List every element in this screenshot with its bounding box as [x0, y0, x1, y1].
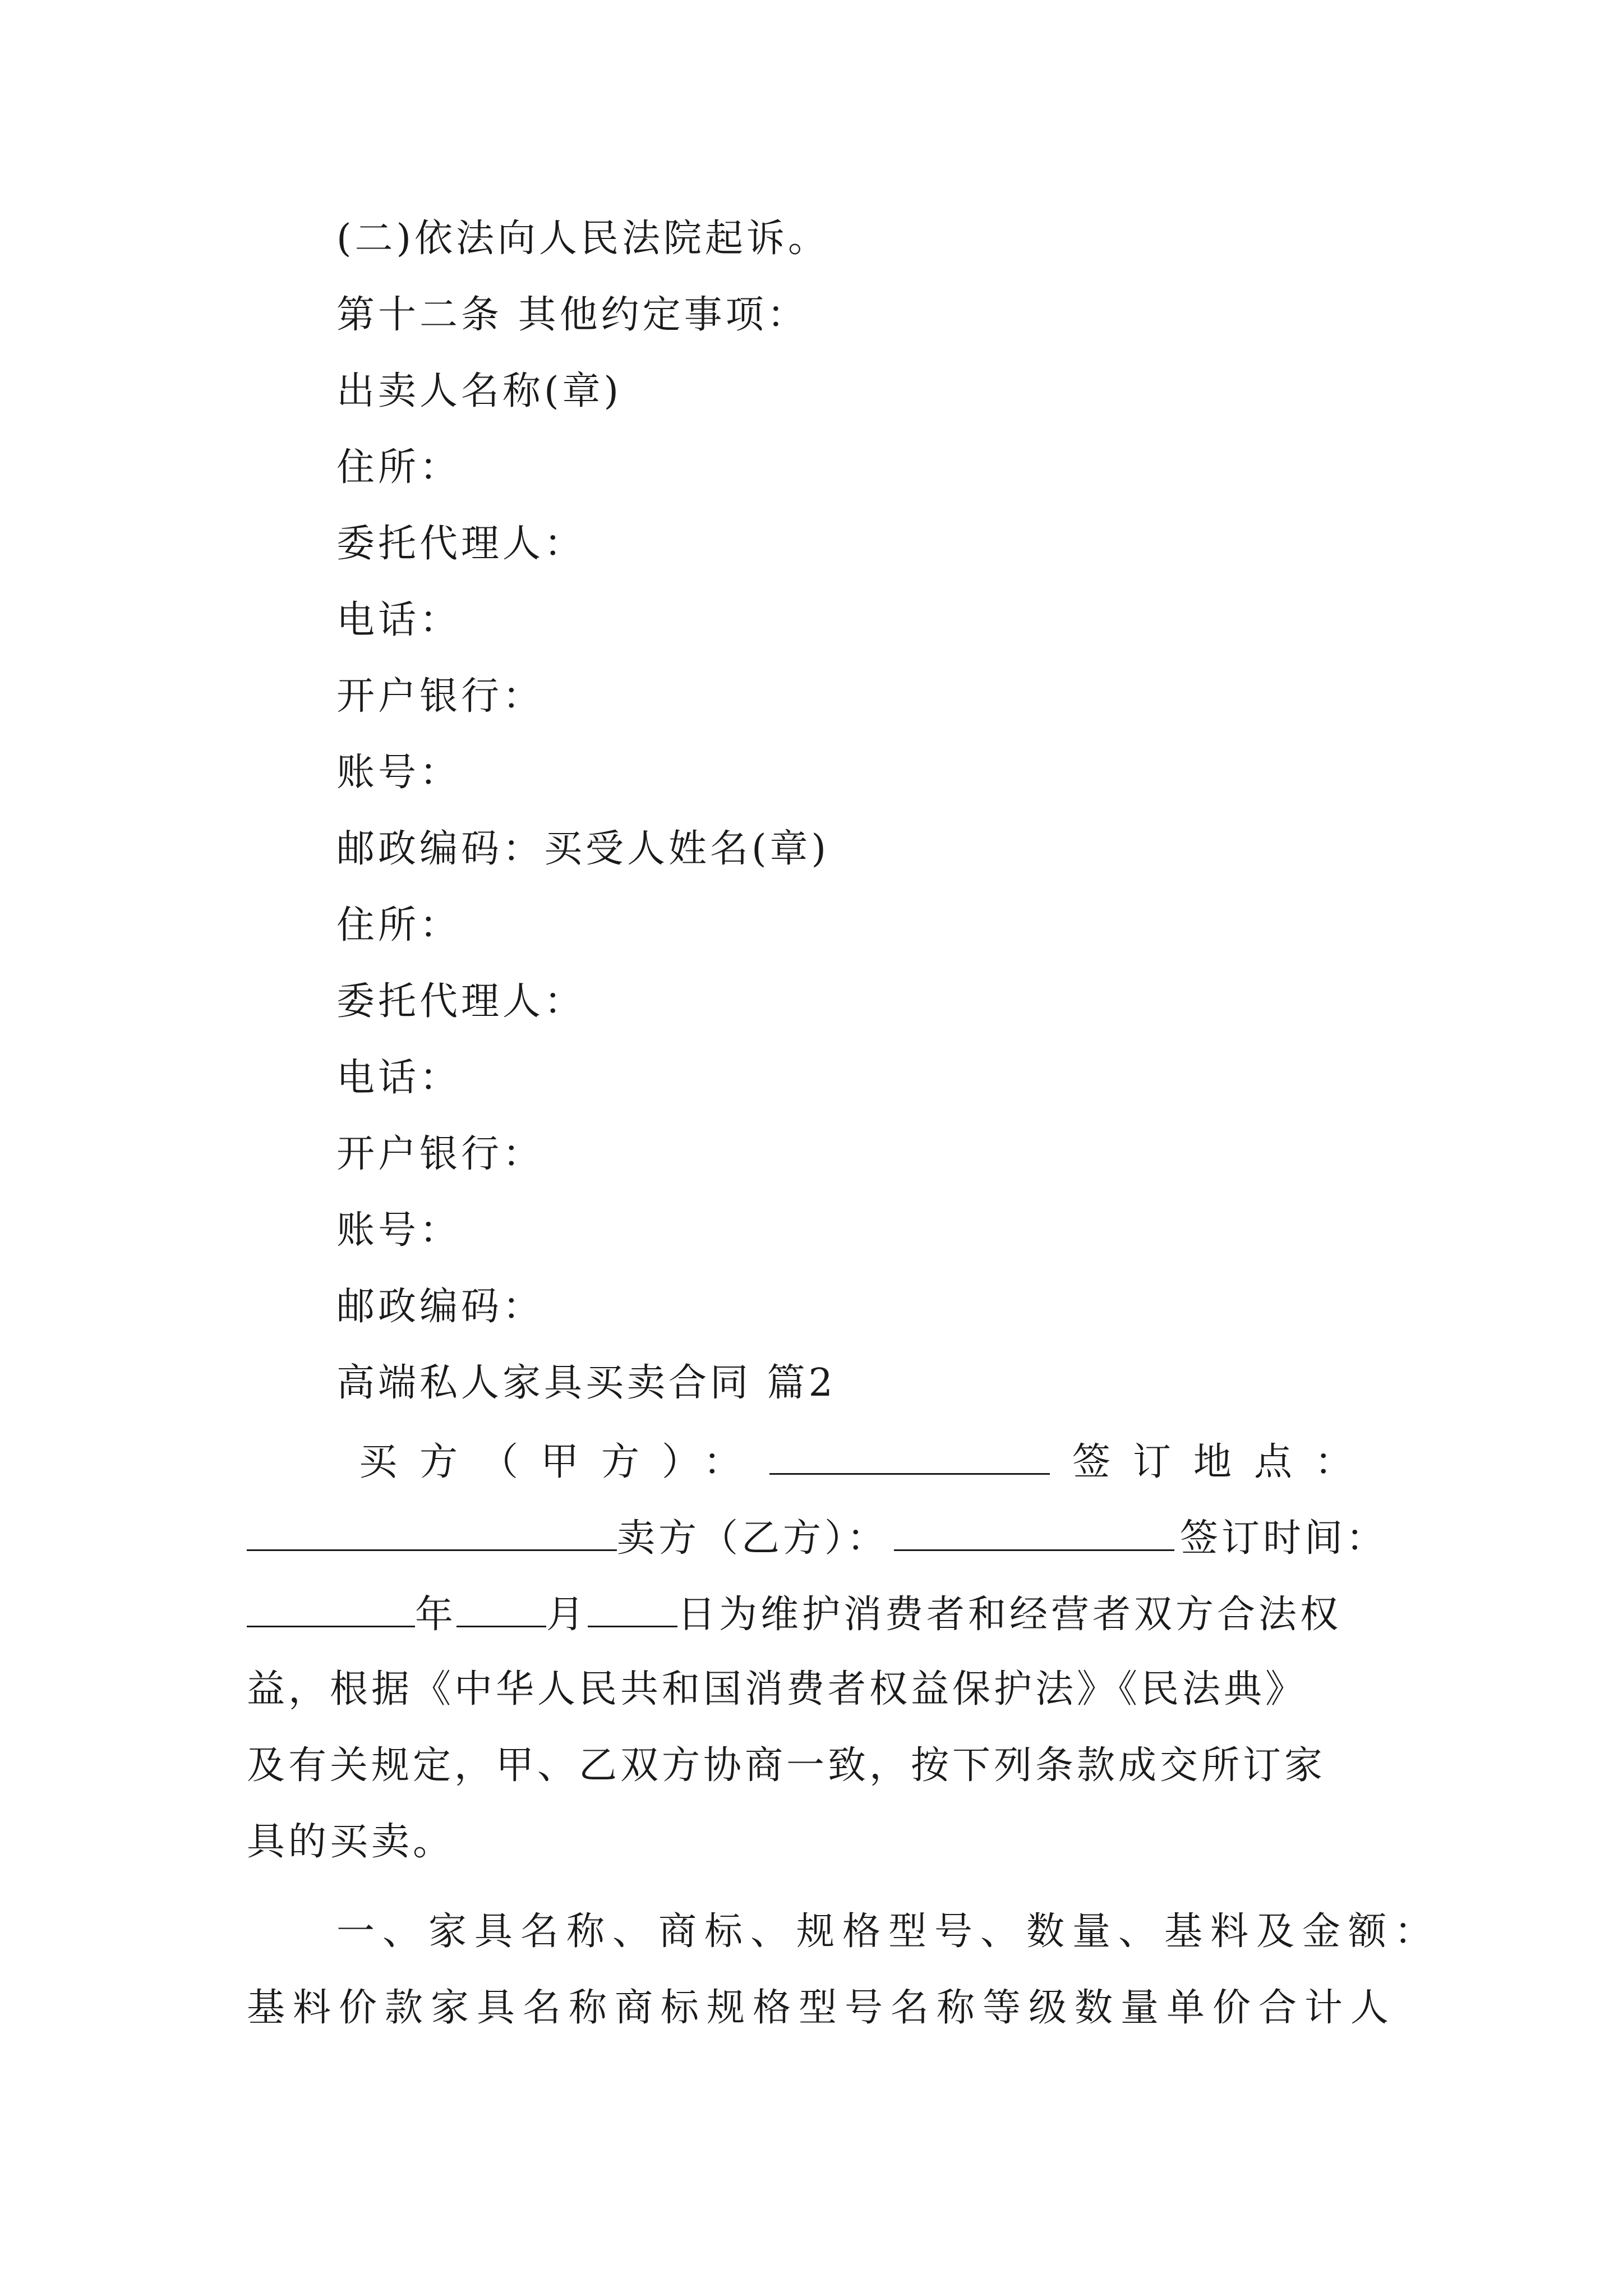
seller-phone-label: 电话： — [336, 598, 462, 642]
year-label: 年 — [415, 1593, 457, 1637]
seller-bank-label: 开户银行： — [336, 674, 545, 719]
sign-time-label: 签订时间： — [1180, 1516, 1388, 1561]
year-blank — [247, 1594, 415, 1627]
buyer-postcode-label: 邮政编码： — [336, 1285, 545, 1329]
month-blank — [457, 1594, 546, 1627]
month-label: 月 — [546, 1593, 588, 1637]
date-row — [247, 1593, 1402, 1637]
sign-place-blank — [247, 1518, 617, 1551]
day-text: 日为维护消费者和经营者双方合法权 — [677, 1593, 1342, 1637]
article-12-heading: 第十二条 其他约定事项： — [336, 293, 809, 337]
section-1-heading: 一、家具名称、商标、规格型号、数量、基料及金额： — [336, 1910, 1441, 1954]
sign-place-label: 签订地点： — [1072, 1440, 1376, 1484]
seller-blank — [894, 1518, 1174, 1551]
seller-sign-time-row — [247, 1516, 1402, 1561]
clause-litigation: (二)依法向人民法院起诉。 — [336, 217, 830, 261]
contract-text-line-6: 具的买卖。 — [247, 1820, 455, 1864]
buyer-agent-label: 委托代理人： — [336, 979, 586, 1024]
contract-text-line-4: 益，根据《中华人民共和国消费者权益保护法》《民法典》 — [247, 1667, 1307, 1711]
seller-agent-label: 委托代理人： — [336, 522, 586, 566]
day-blank — [588, 1594, 677, 1627]
section-1-continued: 基料价款家具名称商标规格型号名称等级数量单价合计人 — [247, 1986, 1397, 2030]
seller-postcode-buyer-name-label: 邮政编码：买受人姓名(章) — [336, 827, 830, 871]
contract-text-line-5: 及有关规定，甲、乙双方协商一致，按下列条款成交所订家 — [247, 1743, 1326, 1788]
seller-label: 卖方（乙方）： — [617, 1516, 889, 1561]
seller-address-label: 住所： — [336, 445, 462, 490]
buyer-blank — [769, 1442, 1050, 1475]
buyer-label: 买方（甲方）： — [359, 1440, 764, 1484]
section-title-part2: 高端私人家具买卖合同 篇2 — [336, 1361, 836, 1405]
buyer-account-label: 账号： — [336, 1208, 462, 1253]
buyer-phone-label: 电话： — [336, 1056, 462, 1100]
seller-name-label: 出卖人名称(章) — [336, 369, 623, 413]
buyer-sign-place-row — [359, 1440, 1402, 1484]
buyer-bank-label: 开户银行： — [336, 1132, 545, 1176]
seller-account-label: 账号： — [336, 751, 462, 795]
buyer-address-label: 住所： — [336, 903, 462, 947]
